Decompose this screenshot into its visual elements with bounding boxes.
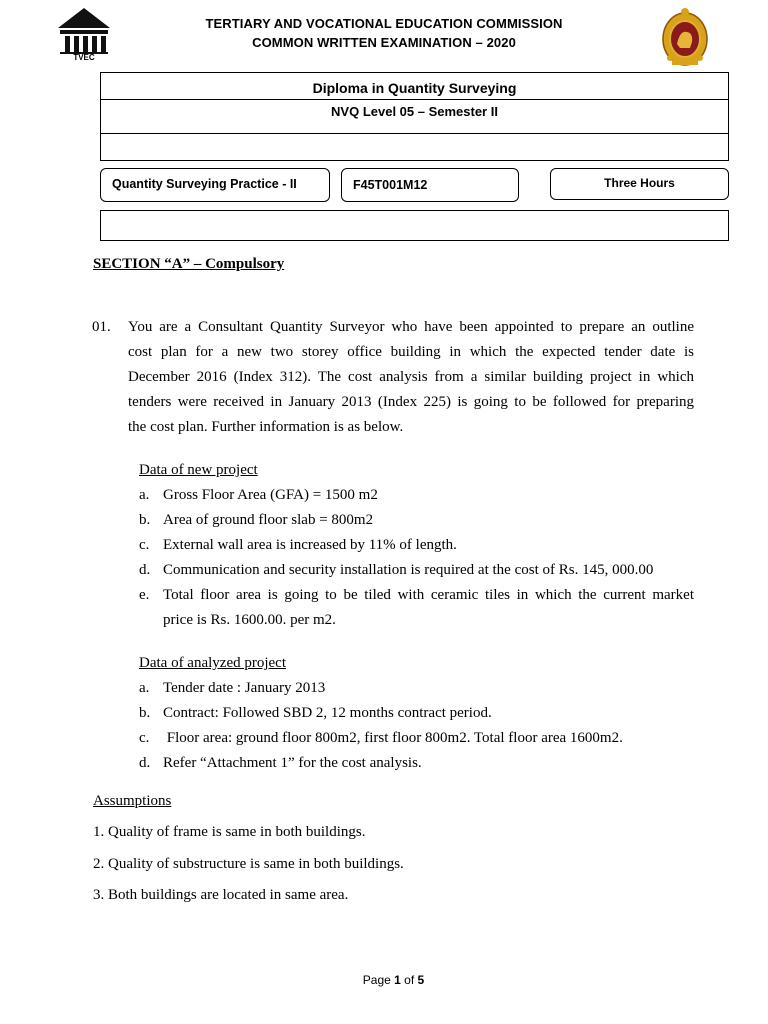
list-label: a. [139, 680, 150, 696]
assumption-item: 2. Quality of substructure is same in both buildings. [93, 856, 404, 872]
list-label: e. [139, 587, 150, 603]
course-title: Diploma in Quantity Surveying [312, 80, 517, 96]
assumptions-heading: Assumptions [93, 793, 172, 809]
question-intro [128, 315, 694, 440]
list-label: c. [139, 537, 150, 553]
intro-line: December 2016 (Index 312). The cost analysis from a similar building project in which [128, 369, 694, 385]
list-label: a. [139, 487, 150, 503]
duration-box [550, 168, 729, 200]
list-label: b. [139, 705, 151, 721]
header-line-1: TERTIARY AND VOCATIONAL EDUCATION COMMISSION [205, 16, 563, 31]
list-label: b. [139, 512, 151, 528]
paper-code-box [341, 168, 519, 202]
intro-line: the cost plan. Further information is as below. [128, 419, 404, 435]
list-item: Area of ground floor slab = 800m2 [163, 512, 374, 528]
list-label: c. [139, 730, 150, 746]
assumption-item: 1. Quality of frame is same in both buildings. [93, 824, 366, 840]
page-total: 5 [417, 973, 425, 987]
intro-line: tenders were received in January 2013 (Index 225) is going to be followed for preparing [128, 394, 694, 410]
list-label: d. [139, 562, 151, 578]
list-item: Gross Floor Area (GFA) = 1500 m2 [163, 487, 378, 503]
subject-box [100, 168, 330, 202]
list-item: Floor area: ground floor 800m2, first floor 800m2. Total floor area 1600m2. [163, 730, 623, 746]
list-label: d. [139, 755, 151, 771]
list-item: Total floor area is going to be tiled with ceramic tiles in which the current market [163, 587, 694, 603]
paper-code: F45T001M12 [353, 178, 428, 192]
duration: Three Hours [604, 176, 675, 190]
list-item: Contract: Followed SBD 2, 12 months contract period. [163, 705, 492, 721]
list-item: Communication and security installation is required at the cost of Rs. 145, 000.00 [163, 562, 654, 578]
intro-line: cost plan for a new two storey office building in which the expected tender date is [128, 344, 694, 360]
divider [101, 133, 728, 134]
course-level: NVQ Level 05 – Semester II [331, 104, 498, 119]
question-number: 01. [92, 319, 111, 335]
list-item: External wall area is increased by 11% of length. [163, 537, 457, 553]
page-current: 1 [394, 973, 401, 987]
list-item: Tender date : January 2013 [163, 680, 326, 696]
course-box [100, 72, 729, 161]
list-item: Refer “Attachment 1” for the cost analysis. [163, 755, 422, 771]
divider [101, 99, 728, 100]
page-prefix: Page [362, 973, 395, 987]
new-project-heading: Data of new project [139, 462, 258, 478]
subject-name: Quantity Surveying Practice - II [112, 177, 297, 191]
page-number [0, 973, 768, 987]
list-item-continuation: price is Rs. 1600.00. per m2. [163, 612, 336, 628]
analyzed-project-heading: Data of analyzed project [139, 655, 287, 671]
section-title: SECTION “A” – Compulsory [93, 256, 285, 272]
tvec-logo-text: TVEC [73, 53, 95, 62]
intro-line: You are a Consultant Quantity Surveyor who have been appointed to prepare an outline [128, 319, 694, 335]
header-line-2: COMMON WRITTEN EXAMINATION – 2020 [252, 35, 516, 50]
page-of: of [400, 973, 418, 987]
blank-box [100, 210, 729, 241]
assumption-item: 3. Both buildings are located in same area. [93, 887, 349, 903]
